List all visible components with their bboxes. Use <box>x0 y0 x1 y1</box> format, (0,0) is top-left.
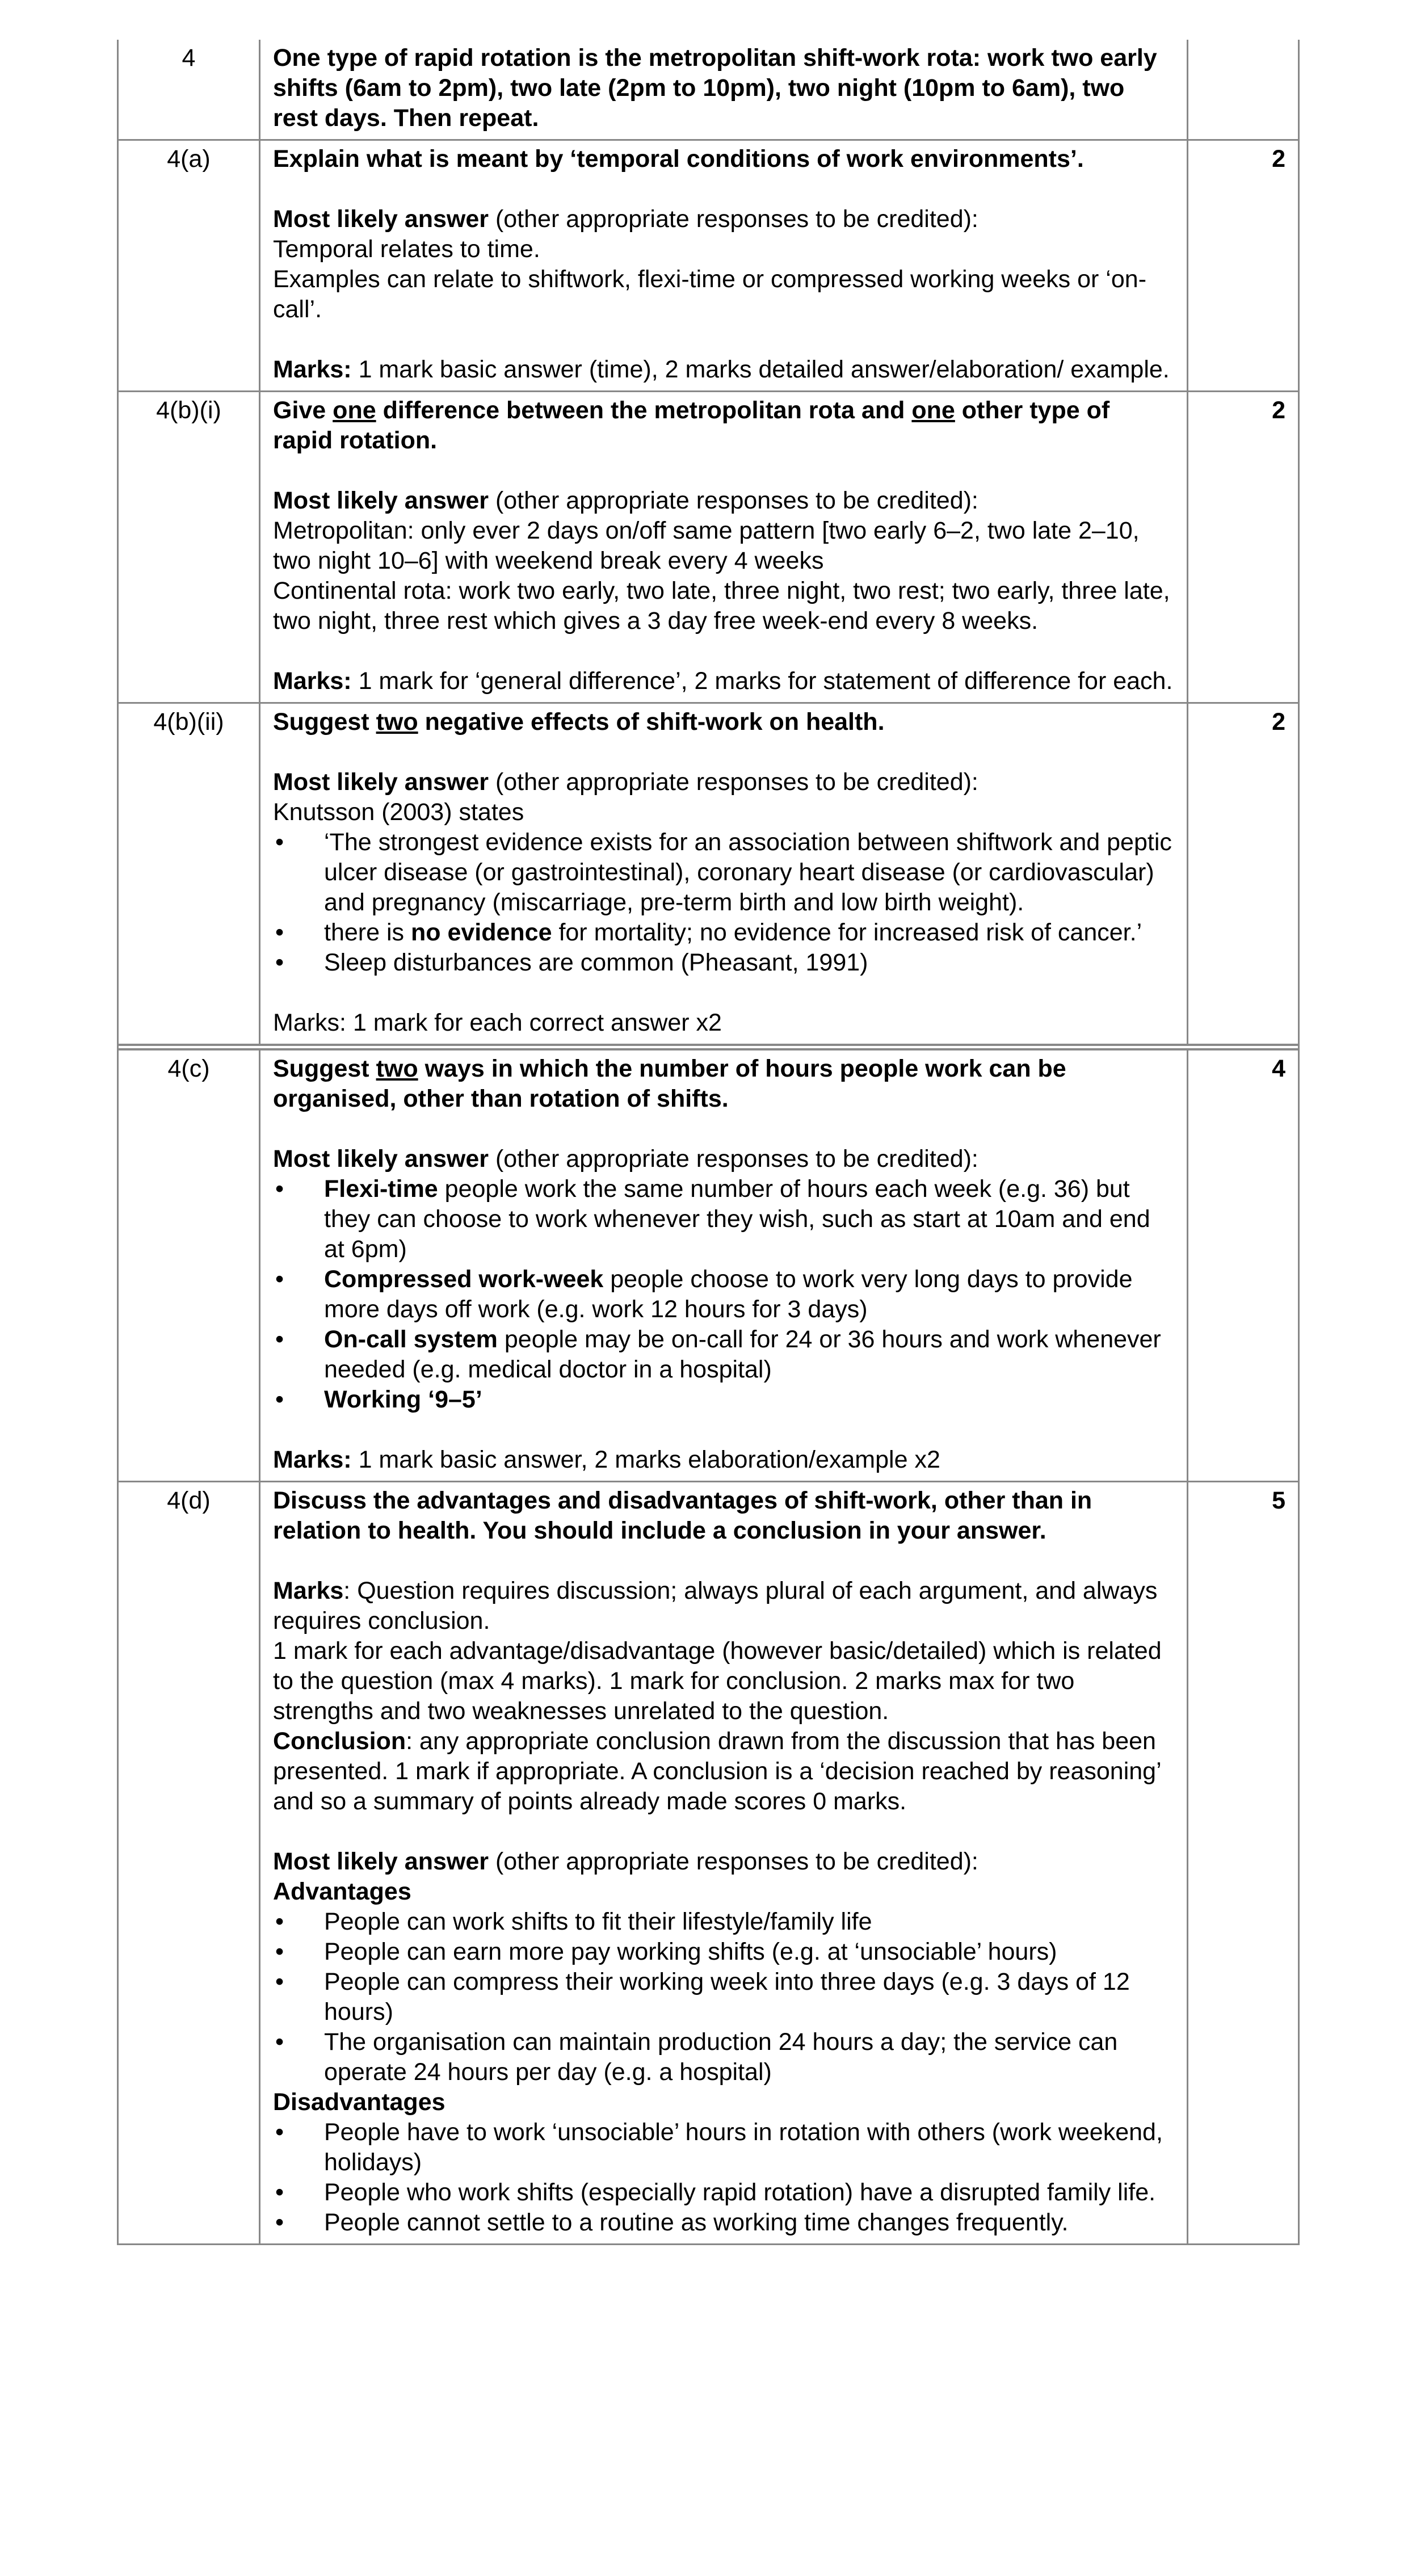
answer-cell <box>260 1050 1188 1481</box>
question-text: Give one difference between the metropolitan rota and one other type of rapid rotation. <box>273 397 1110 454</box>
list-item: • People can earn more pay working shifts (e.g. at ‘unsociable’ hours) <box>273 1937 1175 1967</box>
answer-line: Metropolitan: only ever 2 days on/off same pattern [two early 6–2, two late 2–10, two night 10–6] with weekend break every 4 weeks <box>273 517 1140 574</box>
conclusion-guidance: Conclusion: any appropriate conclusion drawn from the discussion that has been presented. 1 mark if appropriate. A conclusion is a ‘decision reached by reasoning’ and so a summary of points already made scores 0 marks. <box>273 1728 1161 1815</box>
list-item: • Compressed work-week people choose to work very long days to provide more days off work (e.g. work 12 hours for 3 days) <box>273 1264 1175 1325</box>
list-item: • People can compress their working week into three days (e.g. 3 days of 12 hours) <box>273 1967 1175 2027</box>
question-number: 4(d) <box>119 1482 260 2243</box>
question-number: 4(a) <box>119 141 260 390</box>
answer-cell <box>260 141 1188 390</box>
question-text: Explain what is meant by ‘temporal conditions of work environments’. <box>273 145 1084 173</box>
table-row <box>119 40 1298 141</box>
marks-cell <box>1188 40 1298 139</box>
list-item: • People who work shifts (especially rapid rotation) have a disrupted family life. <box>273 2178 1175 2208</box>
question-text: Discuss the advantages and disadvantages of shift-work, other than in relation to health. You should include a conclusion in your answer. <box>273 1487 1092 1544</box>
marks-guidance: Marks: 1 mark basic answer (time), 2 marks detailed answer/elaboration/ example. <box>273 356 1170 383</box>
advantages-heading: Advantages <box>273 1878 411 1905</box>
most-likely-answer-label: Most likely answer (other appropriate responses to be credited): <box>273 1145 978 1173</box>
question-number: 4(c) <box>119 1050 260 1481</box>
list-item: • People cannot settle to a routine as working time changes frequently. <box>273 2208 1175 2238</box>
answer-line: Continental rota: work two early, two late, three night, two rest; two early, three late, two night, three rest which gives a 3 day free week-end every 8 weeks. <box>273 577 1170 634</box>
table-row <box>119 704 1298 1050</box>
most-likely-answer-label: Most likely answer (other appropriate responses to be credited): <box>273 205 978 233</box>
list-item: • People have to work ‘unsociable’ hours in rotation with others (work weekend, holidays) <box>273 2117 1175 2178</box>
marks-cell: 4 <box>1272 1055 1285 1082</box>
marks-cell: 2 <box>1272 145 1285 173</box>
list-item: • On-call system people may be on-call for 24 or 36 hours and work whenever needed (e.g. medical doctor in a hospital) <box>273 1325 1175 1385</box>
table-row <box>119 1050 1298 1482</box>
answer-cell <box>260 392 1188 702</box>
answer-cell <box>260 704 1188 1044</box>
list-item: • Flexi-time people work the same number of hours each week (e.g. 36) but they can choose to work whenever they wish, such as start at 10am and end at 6pm) <box>273 1174 1175 1264</box>
question-text: Suggest two ways in which the number of hours people work can be organised, other than rotation of shifts. <box>273 1055 1066 1112</box>
list-item: • ‘The strongest evidence exists for an association between shiftwork and peptic ulcer disease (or gastrointestinal), coronary heart disease (or cardiovascular) and pregnancy (miscarriage, pre-term birth and low birth weight). <box>273 827 1175 918</box>
answer-line: Temporal relates to time. <box>273 236 540 263</box>
list-item: • People can work shifts to fit their lifestyle/family life <box>273 1907 1175 1937</box>
question-number: 4(b)(ii) <box>119 704 260 1044</box>
marks-cell: 5 <box>1272 1487 1285 1514</box>
marks-guidance-detail: 1 mark for each advantage/disadvantage (however basic/detailed) which is related to the question (max 4 marks). 1 mark for conclusion. 2 marks max for two strengths and two weaknesses unrelated to the question. <box>273 1637 1162 1725</box>
disadvantages-list <box>273 2117 1175 2238</box>
question-text: One type of rapid rotation is the metropolitan shift-work rota: work two early shifts (6am to 2pm), two late (2pm to 10pm), two night (10pm to 6am), two rest days. Then repeat. <box>273 44 1157 132</box>
marks-guidance: Marks: 1 mark for ‘general difference’, 2 marks for statement of difference for each. <box>273 667 1173 695</box>
most-likely-answer-label: Most likely answer (other appropriate responses to be credited): <box>273 768 978 796</box>
table-row <box>119 1482 1298 2245</box>
mark-scheme-table <box>117 40 1300 2245</box>
list-item: • The organisation can maintain production 24 hours a day; the service can operate 24 hours per day (e.g. a hospital) <box>273 2027 1175 2087</box>
table-row <box>119 392 1298 704</box>
answer-cell <box>260 1482 1188 2243</box>
most-likely-answer-label: Most likely answer (other appropriate responses to be credited): <box>273 487 978 514</box>
advantages-list <box>273 1907 1175 2087</box>
table-row <box>119 141 1298 392</box>
disadvantages-heading: Disadvantages <box>273 2088 445 2116</box>
marks-guidance: Marks: 1 mark for each correct answer x2 <box>273 1009 722 1036</box>
marks-guidance: Marks: 1 mark basic answer, 2 marks elaboration/example x2 <box>273 1446 940 1473</box>
marks-cell: 2 <box>1272 708 1285 736</box>
list-item: • there is no evidence for mortality; no evidence for increased risk of cancer.’ <box>273 918 1175 948</box>
bullet-list <box>273 827 1175 978</box>
bullet-list <box>273 1174 1175 1415</box>
answer-line: Knutsson (2003) states <box>273 799 524 826</box>
most-likely-answer-label: Most likely answer (other appropriate responses to be credited): <box>273 1848 978 1875</box>
marks-guidance: Marks: Question requires discussion; always plural of each argument, and always requires conclusion. <box>273 1577 1158 1634</box>
question-number: 4(b)(i) <box>119 392 260 702</box>
marks-cell: 2 <box>1272 397 1285 424</box>
answer-line: Examples can relate to shiftwork, flexi-time or compressed working weeks or ‘on-call’. <box>273 266 1147 323</box>
list-item: • Working ‘9–5’ <box>273 1385 1175 1415</box>
list-item: • Sleep disturbances are common (Pheasant, 1991) <box>273 948 1175 978</box>
answer-cell <box>260 40 1188 139</box>
question-text: Suggest two negative effects of shift-work on health. <box>273 708 885 736</box>
question-number: 4 <box>119 40 260 139</box>
